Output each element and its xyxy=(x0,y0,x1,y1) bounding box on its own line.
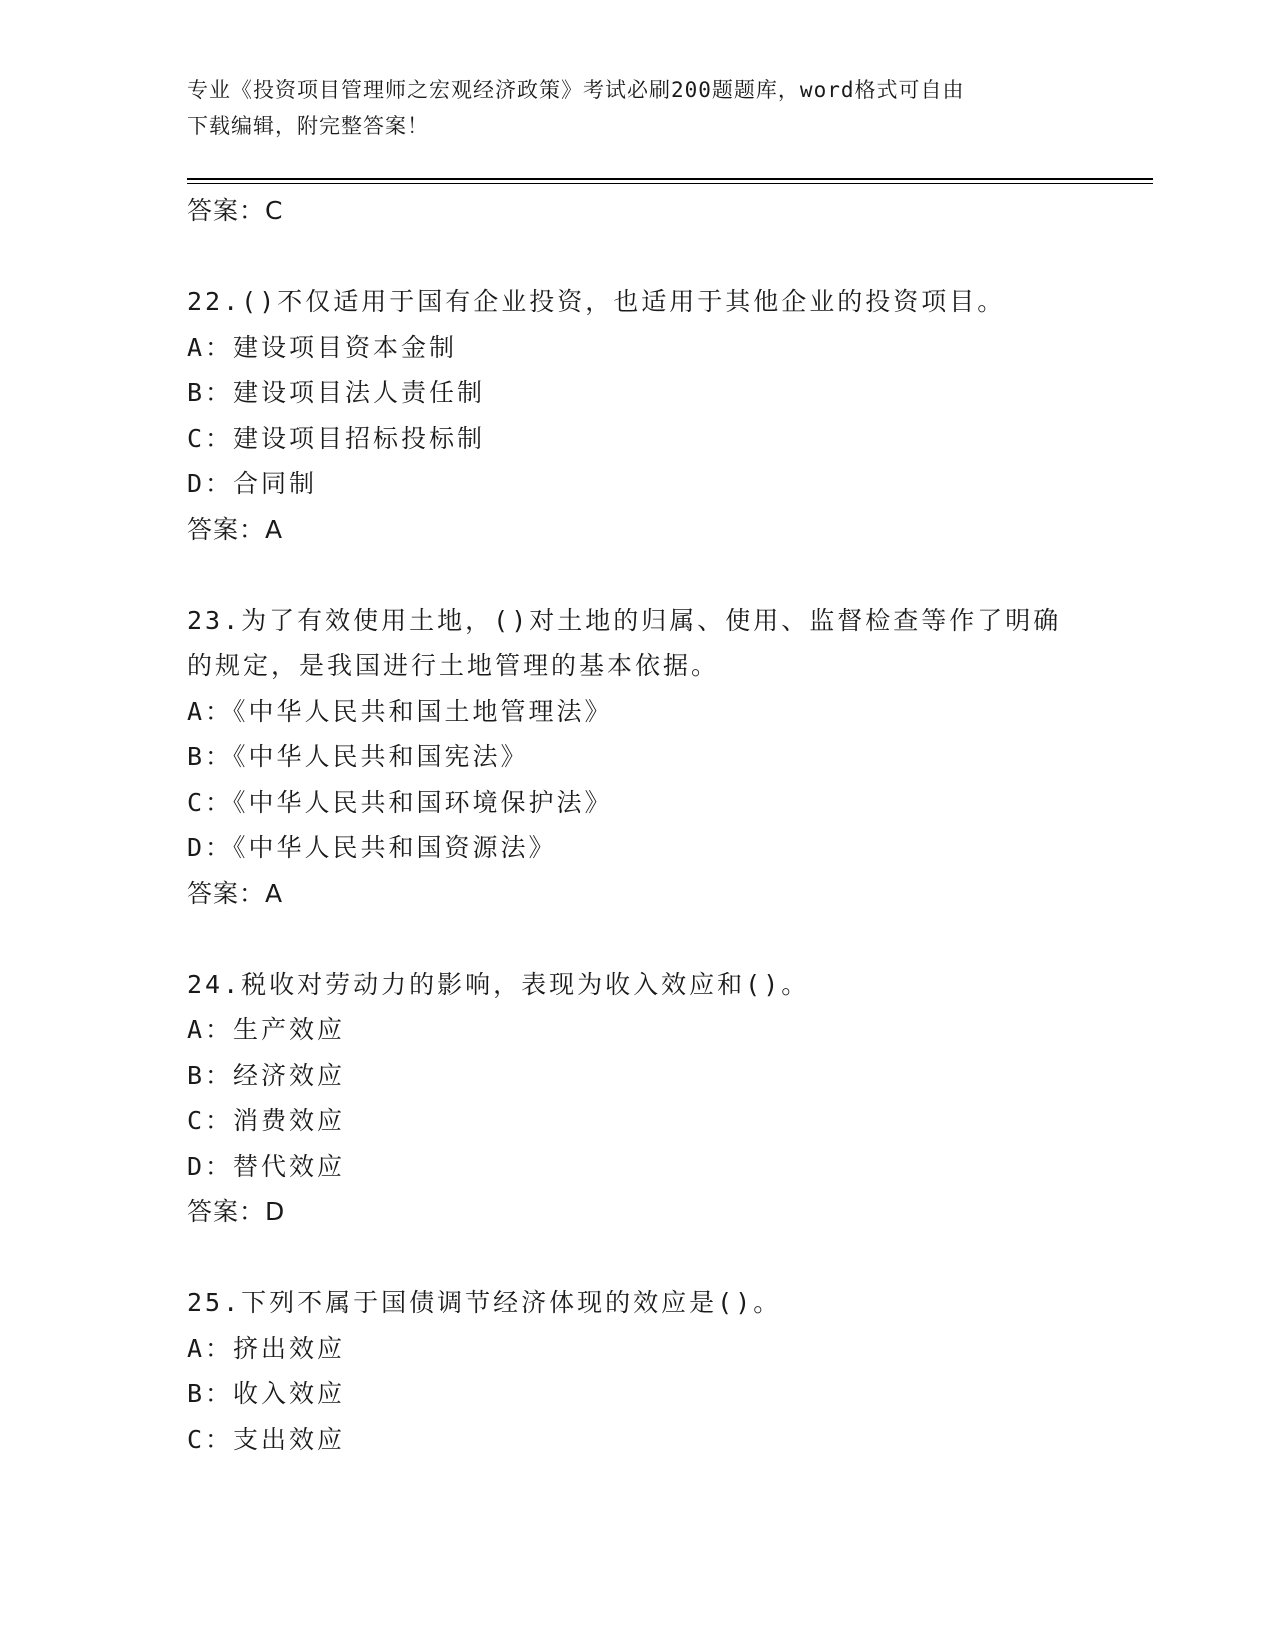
header-line-1: 专业《投资项目管理师之宏观经济政策》考试必刷200题题库，word格式可自由 xyxy=(187,78,965,102)
spacer xyxy=(187,552,1087,598)
answer-line: 答案：D xyxy=(187,1197,286,1226)
option-a: A：《中华人民共和国土地管理法》 xyxy=(187,696,613,726)
spacer xyxy=(187,234,1087,280)
question-block xyxy=(187,1280,1087,1462)
answer-line: 答案：A xyxy=(187,514,284,544)
option-b: B：建设项目法人责任制 xyxy=(187,378,486,407)
question-stem: 22.()不仅适用于国有企业投资，也适用于其他企业的投资项目。 xyxy=(187,287,1006,316)
question-stem: 24.税收对劳动力的影响，表现为收入效应和()。 xyxy=(187,969,810,999)
option-a: A：生产效应 xyxy=(187,1015,346,1044)
option-b: B：经济效应 xyxy=(187,1060,346,1090)
option-b: B：收入效应 xyxy=(187,1379,346,1408)
question-list xyxy=(187,188,1087,1462)
question-stem: 25.下列不属于国债调节经济体现的效应是()。 xyxy=(187,1288,782,1317)
spacer xyxy=(187,1235,1087,1281)
question-block xyxy=(187,962,1087,1235)
question-block xyxy=(187,598,1087,917)
header-divider-thick xyxy=(187,178,1153,180)
option-c: C：建设项目招标投标制 xyxy=(187,423,486,453)
answer-line: 答案：A xyxy=(187,878,284,908)
question-stem-continued: 的规定，是我国进行土地管理的基本依据。 xyxy=(187,651,720,680)
option-d: D：合同制 xyxy=(187,469,318,498)
option-c: C：消费效应 xyxy=(187,1106,346,1135)
option-c: C：支出效应 xyxy=(187,1424,346,1454)
spacer xyxy=(187,916,1087,962)
header-divider-thin xyxy=(187,183,1153,184)
option-a: A：挤出效应 xyxy=(187,1333,346,1363)
header-line-2: 下载编辑，附完整答案！ xyxy=(187,114,429,138)
option-a: A：建设项目资本金制 xyxy=(187,332,458,362)
document-header xyxy=(187,72,1067,144)
question-block xyxy=(187,279,1087,552)
option-c: C：《中华人民共和国环境保护法》 xyxy=(187,787,613,817)
question-stem: 23.为了有效使用土地，()对土地的归属、使用、监督检查等作了明确 xyxy=(187,605,1062,635)
option-b: B：《中华人民共和国宪法》 xyxy=(187,742,529,771)
previous-answer: 答案：C xyxy=(187,196,284,225)
option-d: D：替代效应 xyxy=(187,1151,346,1181)
option-d: D：《中华人民共和国资源法》 xyxy=(187,833,557,862)
